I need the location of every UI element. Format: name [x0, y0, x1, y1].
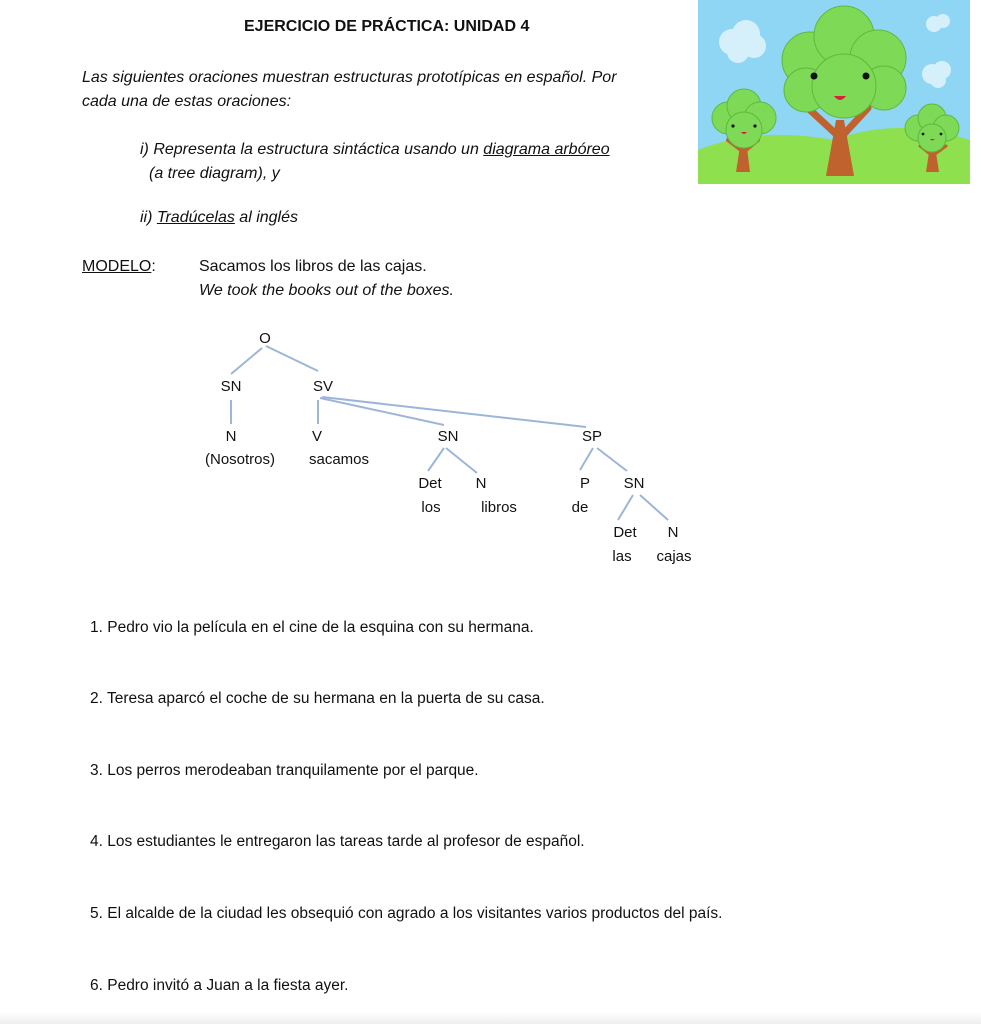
node-sn-subject: SN — [220, 378, 242, 395]
edge-sp-p — [580, 448, 593, 470]
page-title: EJERCICIO DE PRÁCTICA: UNIDAD 4 — [244, 18, 530, 35]
node-v: V — [311, 428, 323, 445]
exercise-item: 5. El alcalde de la ciudad les obsequió con agrado a los visitantes varios productos del país. — [90, 905, 723, 922]
instruction-ii-prefix: ii) — [140, 209, 157, 226]
modelo-spanish: Sacamos los libros de las cajas. — [199, 258, 427, 275]
intro-line-2: cada una de estas oraciones: — [82, 93, 292, 110]
exercise-item: 2. Teresa aparcó el coche de su hermana en la puerta de su casa. — [90, 690, 545, 707]
intro-line-1: Las siguientes oraciones muestran estructuras prototípicas en español. Por — [82, 69, 617, 86]
edge-sv-sp — [322, 397, 586, 427]
instruction-i-line2: (a tree diagram), y — [149, 165, 280, 182]
exercise-item: 1. Pedro vio la película en el cine de la esquina con su hermana. — [90, 619, 534, 636]
modelo-english: We took the books out of the boxes. — [199, 282, 454, 299]
node-det-1: Det — [418, 475, 442, 492]
node-sn-object: SN — [437, 428, 459, 445]
word-las: las — [612, 548, 632, 565]
node-o: O — [259, 330, 271, 347]
node-n-object: N — [475, 475, 487, 492]
word-nosotros: (Nosotros) — [204, 451, 276, 468]
word-cajas: cajas — [656, 548, 692, 565]
node-sv: SV — [312, 378, 334, 395]
word-los: los — [421, 499, 441, 516]
instruction-ii-underlined: Tradúcelas — [156, 209, 235, 226]
edge-sn3-n — [640, 495, 668, 520]
edge-o-sv — [266, 346, 318, 371]
page-bottom-edge — [0, 1012, 981, 1024]
cartoon-trees-illustration — [698, 0, 970, 184]
node-n-subject: N — [225, 428, 237, 445]
node-det-2: Det — [613, 524, 637, 541]
node-sp: SP — [581, 428, 603, 445]
node-p: P — [579, 475, 591, 492]
word-libros: libros — [481, 499, 517, 516]
edge-sv-sn — [320, 398, 444, 425]
instruction-i-underlined: diagrama arbóreo — [483, 141, 610, 158]
edge-sn-n2 — [446, 448, 477, 473]
node-n-pp: N — [667, 524, 679, 541]
instruction-ii-suffix: al inglés — [234, 209, 299, 226]
instruction-i-text: i) Representa la estructura sintáctica usando un — [140, 141, 484, 158]
exercise-item: 4. Los estudiantes le entregaron las tareas tarde al profesor de español. — [90, 833, 585, 850]
edge-o-sn — [231, 348, 262, 374]
word-sacamos: sacamos — [308, 451, 370, 468]
edge-sn-det — [428, 448, 444, 471]
modelo-label-colon: : — [151, 258, 156, 275]
edge-sn3-det — [618, 495, 633, 520]
modelo-label-text: MODELO — [82, 258, 152, 275]
edge-sp-sn — [597, 448, 627, 471]
node-sn-pp: SN — [623, 475, 645, 492]
word-de: de — [571, 499, 589, 516]
exercise-item: 6. Pedro invitó a Juan a la fiesta ayer. — [90, 977, 349, 994]
exercise-item: 3. Los perros merodeaban tranquilamente por el parque. — [90, 762, 479, 779]
